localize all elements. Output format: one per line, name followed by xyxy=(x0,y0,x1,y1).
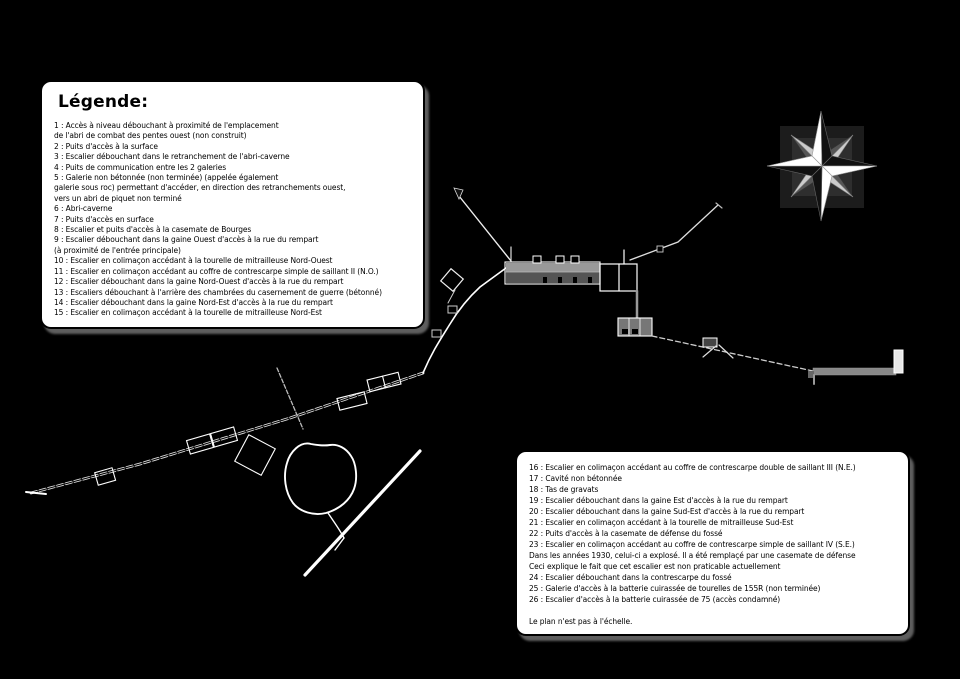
abri-caverne-loop xyxy=(285,443,356,550)
legend-entries-secondary xyxy=(529,462,902,627)
legend-entry: 1 : Accès à niveau débouchant à proximité de l'emplacement xyxy=(54,121,279,130)
legend-entry: vers un abri de piquet non terminé xyxy=(54,193,182,203)
legend-box-primary xyxy=(40,80,425,329)
legend-entry: (à proximité de l'entrée principale) xyxy=(54,245,181,255)
legend-entry: 4 : Puits de communication entre les 2 galeries xyxy=(54,162,227,172)
legend-entry: 14 : Escalier débouchant dans la gaine Nord-Est d'accès à la rue du rempart xyxy=(54,297,333,307)
shaft-room-block xyxy=(618,291,652,336)
legend-title: Légende: xyxy=(58,92,149,112)
legend-entry: 18 : Tas de gravats xyxy=(529,485,599,494)
gallery-northwest-access xyxy=(454,188,511,261)
east-loop xyxy=(600,250,637,291)
legend-entry: de l'abri de combat des pentes ouest (non construit) xyxy=(54,131,247,141)
legend-entry: Dans les années 1930, celui-ci a explosé. Il a été remplaçé par une casemate de défense xyxy=(529,551,856,560)
gallery-northeast xyxy=(630,203,722,260)
legend-entry: 5 : Galerie non bétonnée (non terminée) (appelée également xyxy=(54,173,279,183)
legend-entry: 16 : Escalier en colimaçon accédant au coffre de contrescarpe double de saillant III (N.E.) xyxy=(529,463,856,472)
legend-box-secondary xyxy=(515,450,910,636)
legend-entries-primary xyxy=(54,121,417,319)
legend-entry: 21 : Escalier en colimaçon accédant à la tourelle de mitrailleuse Sud-Est xyxy=(529,518,794,527)
legend-entry: 24 : Escalier débouchant dans la contrescarpe du fossé xyxy=(529,573,732,582)
legend-entry: 11 : Escalier en colimaçon accédant au coffre de contrescarpe simple de saillant II (N.O.) xyxy=(54,266,379,276)
legend-entry: 2 : Puits d'accès à la surface xyxy=(54,141,158,151)
compass-rose-icon xyxy=(767,111,877,221)
legend-entry: 26 : Escalier d'accès à la batterie cuirassée de 75 (accès condamné) xyxy=(529,595,781,604)
legend-entry: 22 : Puits d'accès à la casemate de défense du fossé xyxy=(529,529,723,538)
legend-entry: Le plan n'est pas à l'échelle. xyxy=(529,617,633,626)
gallery-curve xyxy=(423,268,506,373)
legend-entry: 15 : Escalier en colimaçon accédant à la tourelle de mitrailleuse Nord-Est xyxy=(54,308,322,318)
legend-entry: Ceci explique le fait que cet escalier est non praticable actuellement xyxy=(529,562,781,571)
legend-entry: 19 : Escalier débouchant dans la gaine Est d'accès à la rue du rempart xyxy=(529,496,788,505)
legend-entry: 8 : Escalier et puits d'accès à la casemate de Bourges xyxy=(54,225,252,235)
legend-entry: galerie sous roc) permettant d'accéder, en direction des retranchements ouest, xyxy=(54,183,346,193)
legend-entry: 23 : Escalier en colimaçon accédant au coffre de contrescarpe simple de saillant IV (S.E.) xyxy=(529,540,855,549)
legend-entry: 20 : Escalier débouchant dans la gaine Sud-Est d'accès à la rue du rempart xyxy=(529,507,805,516)
legend-entry: 12 : Escalier débouchant dans la gaine Nord-Ouest d'accès à la rue du rempart xyxy=(54,277,344,287)
legend-entry: 10 : Escalier en colimaçon accédant à la tourelle de mitrailleuse Nord-Ouest xyxy=(54,256,333,266)
legend-entry xyxy=(529,605,902,616)
gallery-southwest xyxy=(26,373,423,494)
legend-entry: 9 : Escalier débouchant dans la gaine Ouest d'accès à la rue du rempart xyxy=(54,235,319,245)
gallery-southeast xyxy=(652,336,903,384)
legend-entry: 13 : Escaliers débouchant à l'arrière des chambrées du casernement de guerre (bétonné) xyxy=(54,287,382,297)
legend-entry: 6 : Abri-caverne xyxy=(54,204,113,214)
legend-entry: 25 : Galerie d'accès à la batterie cuirassée de tourelles de 155R (non terminée) xyxy=(529,584,821,593)
legend-entry: 7 : Puits d'accès en surface xyxy=(54,214,154,224)
legend-entry: 17 : Cavité non bétonnée xyxy=(529,474,622,483)
legend-entry: 3 : Escalier débouchant dans le retranchement de l'abri-caverne xyxy=(54,152,290,162)
central-corridor xyxy=(505,256,600,284)
